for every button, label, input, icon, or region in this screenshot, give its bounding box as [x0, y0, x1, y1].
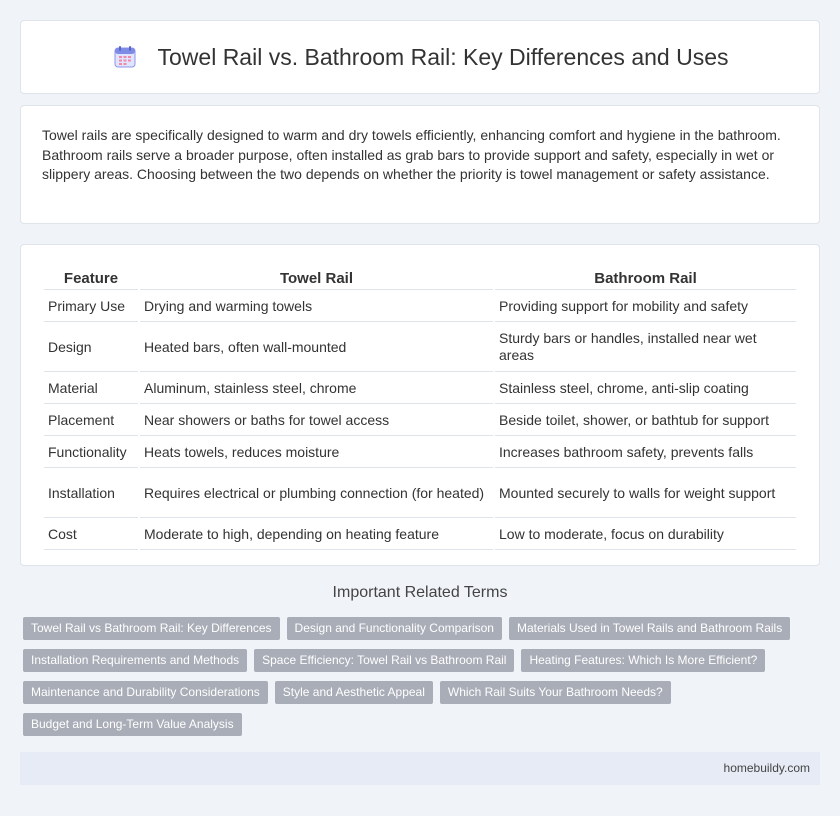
page-title: Towel Rail vs. Bathroom Rail: Key Differences and Uses [157, 43, 729, 70]
header-card [20, 20, 820, 94]
feature-cell: Design [44, 323, 138, 372]
towel-rail-cell: Moderate to high, depending on heating feature [140, 519, 493, 550]
feature-cell: Placement [44, 405, 138, 436]
comparison-table [42, 266, 798, 551]
related-term-tag[interactable]: Style and Aesthetic Appeal [275, 681, 433, 704]
bathroom-rail-cell: Mounted securely to walls for weight support [495, 469, 796, 518]
bathroom-rail-cell: Low to moderate, focus on durability [495, 519, 796, 550]
towel-rail-cell: Near showers or baths for towel access [140, 405, 493, 436]
towel-rail-cell: Requires electrical or plumbing connection (for heated) [140, 469, 493, 518]
towel-rail-cell: Heated bars, often wall-mounted [140, 323, 493, 372]
bathroom-rail-cell: Beside toilet, shower, or bathtub for support [495, 405, 796, 436]
related-term-tag[interactable]: Towel Rail vs Bathroom Rail: Key Differences [23, 617, 280, 640]
table-row [44, 373, 796, 404]
table-header-row [44, 267, 796, 290]
intro-paragraph: Towel rails are specifically designed to warm and dry towels efficiently, enhancing comfort and hygiene in the bathroom. Bathroom rails serve a broader purpose, often installed as grab bars to provide support and safety, especially in wet or slippery areas. Choosing between the two depends on whether the priority is towel management or safety assistance. [42, 127, 781, 182]
footer [20, 752, 820, 785]
towel-rail-cell: Heats towels, reduces moisture [140, 437, 493, 468]
calendar-icon [112, 44, 138, 70]
related-term-tag[interactable]: Which Rail Suits Your Bathroom Needs? [440, 681, 671, 704]
feature-cell: Functionality [44, 437, 138, 468]
bathroom-rail-cell: Sturdy bars or handles, installed near wet areas [495, 323, 796, 372]
related-term-tag[interactable]: Heating Features: Which Is More Efficient? [521, 649, 765, 672]
table-row [44, 405, 796, 436]
column-header-towel-rail: Towel Rail [140, 267, 493, 290]
related-term-tag[interactable]: Installation Requirements and Methods [23, 649, 247, 672]
bathroom-rail-cell: Increases bathroom safety, prevents falls [495, 437, 796, 468]
towel-rail-cell: Drying and warming towels [140, 291, 493, 322]
related-terms-title: Important Related Terms [332, 584, 508, 601]
feature-cell: Cost [44, 519, 138, 550]
towel-rail-cell: Aluminum, stainless steel, chrome [140, 373, 493, 404]
feature-cell: Material [44, 373, 138, 404]
column-header-feature: Feature [44, 267, 138, 290]
related-term-tag[interactable]: Budget and Long-Term Value Analysis [23, 713, 242, 736]
column-header-bathroom-rail: Bathroom Rail [495, 267, 796, 290]
intro-card [20, 105, 820, 224]
feature-cell: Installation [44, 469, 138, 518]
comparison-table-card [20, 244, 820, 566]
bathroom-rail-cell: Stainless steel, chrome, anti-slip coating [495, 373, 796, 404]
footer-site-name[interactable]: homebuildy.com [723, 761, 810, 775]
table-row [44, 519, 796, 550]
related-terms-list [23, 617, 803, 736]
feature-cell: Primary Use [44, 291, 138, 322]
table-row [44, 291, 796, 322]
bathroom-rail-cell: Providing support for mobility and safety [495, 291, 796, 322]
related-term-tag[interactable]: Space Efficiency: Towel Rail vs Bathroom Rail [254, 649, 514, 672]
related-term-tag[interactable]: Materials Used in Towel Rails and Bathroom Rails [509, 617, 790, 640]
table-row [44, 469, 796, 518]
table-row [44, 323, 796, 372]
related-term-tag[interactable]: Design and Functionality Comparison [287, 617, 502, 640]
related-term-tag[interactable]: Maintenance and Durability Considerations [23, 681, 268, 704]
table-row [44, 437, 796, 468]
